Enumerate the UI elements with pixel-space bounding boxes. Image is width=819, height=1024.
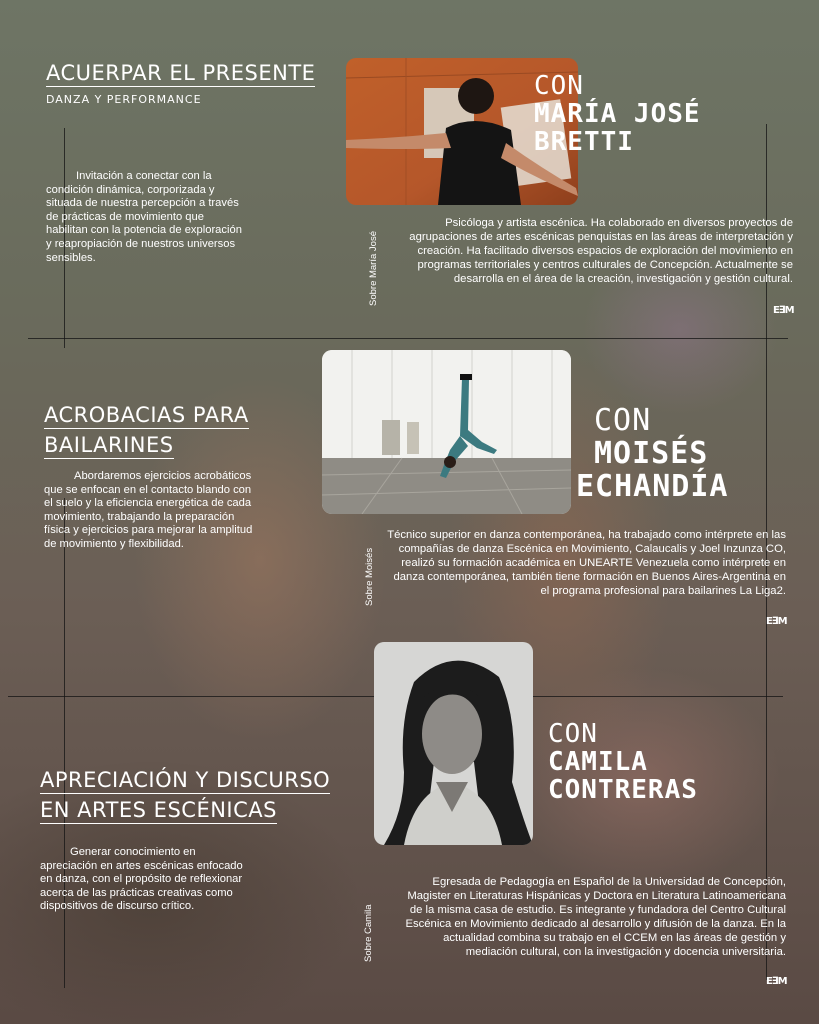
sobre-label: Sobre Camila	[363, 904, 374, 962]
instructor-heading	[534, 72, 701, 156]
workshop-description: Abordaremos ejercicios acrobáticos que se enfocan en el contacto blando con el suelo y la eficiencia energética de cada movimiento, trabajando la preparación física y ejercicios para mejorar la amplitud de movimiento y flexibilidad.	[44, 470, 253, 550]
instructor-name: CAMILA	[548, 747, 648, 777]
acrobat-handstand-photo	[322, 350, 571, 514]
workshop-subtitle: DANZA Y PERFORMANCE	[46, 93, 202, 106]
instructor-bio: Egresada de Pedagogía en Español de la Universidad de Concepción, Magister en Literaturas Hispánicas y Doctora en Literatura Latinoamericana de la misma casa de estudio. Es integrante y fundadora del Centro Cultural Escénica en Movimiento dedicado al desarrollo y difusión de la danza. En la actualidad combina su trabajo en el CCEM en las áreas de gestión y mediación cultural, con la investigación y docencia universitaria.	[405, 876, 786, 958]
portrait-photo	[374, 642, 533, 845]
portrait-photo-image	[374, 642, 533, 845]
em-logo: E∃M	[766, 616, 787, 627]
con-label: CON	[534, 71, 584, 101]
instructor-heading	[548, 720, 698, 804]
workshop-description: Generar conocimiento en apreciación en artes escénicas enfocado en danza, con el propósito de reflexionar acerca de las prácticas creativas como dispositivos de discurso crítico.	[40, 846, 243, 913]
workshop-description: Invitación a conectar con la condición dinámica, corporizada y situada de nuestra percepción a través de prácticas de movimiento que habilitan con la potencia de exploración y reapropiación de nuestros universos sensibles.	[46, 170, 242, 264]
instructor-name: MOISÉS	[594, 436, 709, 471]
instructor-name: ECHANDÍA	[576, 469, 729, 504]
instructor-heading	[576, 403, 729, 504]
divider-line	[28, 338, 788, 339]
divider-line	[64, 498, 65, 988]
em-logo: E∃M	[766, 976, 787, 987]
em-logo: E∃M	[773, 305, 794, 316]
instructor-bio: Psicóloga y artista escénica. Ha colaborado en diversos proyectos de agrupaciones de artes escénicas penquistas en las áreas de interpretación y creación. Ha facilitado diversos espacios de exploración del movimiento en programas territoriales y centros culturales de Concepción. Actualmente se desarrolla en el área de la creación, investigación y gestión cultural.	[409, 217, 793, 285]
workshop-title: APRECIACIÓN Y DISCURSO EN ARTES ESCÉNICAS	[40, 768, 331, 822]
sobre-label: Sobre Moisés	[364, 547, 375, 606]
instructor-name: CONTRERAS	[548, 775, 698, 805]
workshop-title: ACROBACIAS PARA BAILARINES	[44, 403, 249, 457]
instructor-name: MARÍA JOSÉ	[534, 99, 701, 129]
con-label: CON	[548, 719, 598, 749]
workshop-title: ACUERPAR EL PRESENTE	[46, 61, 316, 85]
sobre-label: Sobre María José	[368, 231, 379, 306]
con-label: CON	[594, 403, 652, 438]
instructor-bio: Técnico superior en danza contemporánea, ha trabajado como intérprete en las compañías de danza Escénica en Movimiento, Calaucalis y Joel Inzunza CO, realizó su formación académica en UNEARTE Venezuela como intérprete en danza contemporánea, también tiene formación en Buenos Aires-Argentina en el programa profesional para bailarines La Liga2.	[387, 529, 786, 597]
instructor-name: BRETTI	[534, 127, 634, 157]
acrobat-photo-image	[322, 350, 571, 514]
